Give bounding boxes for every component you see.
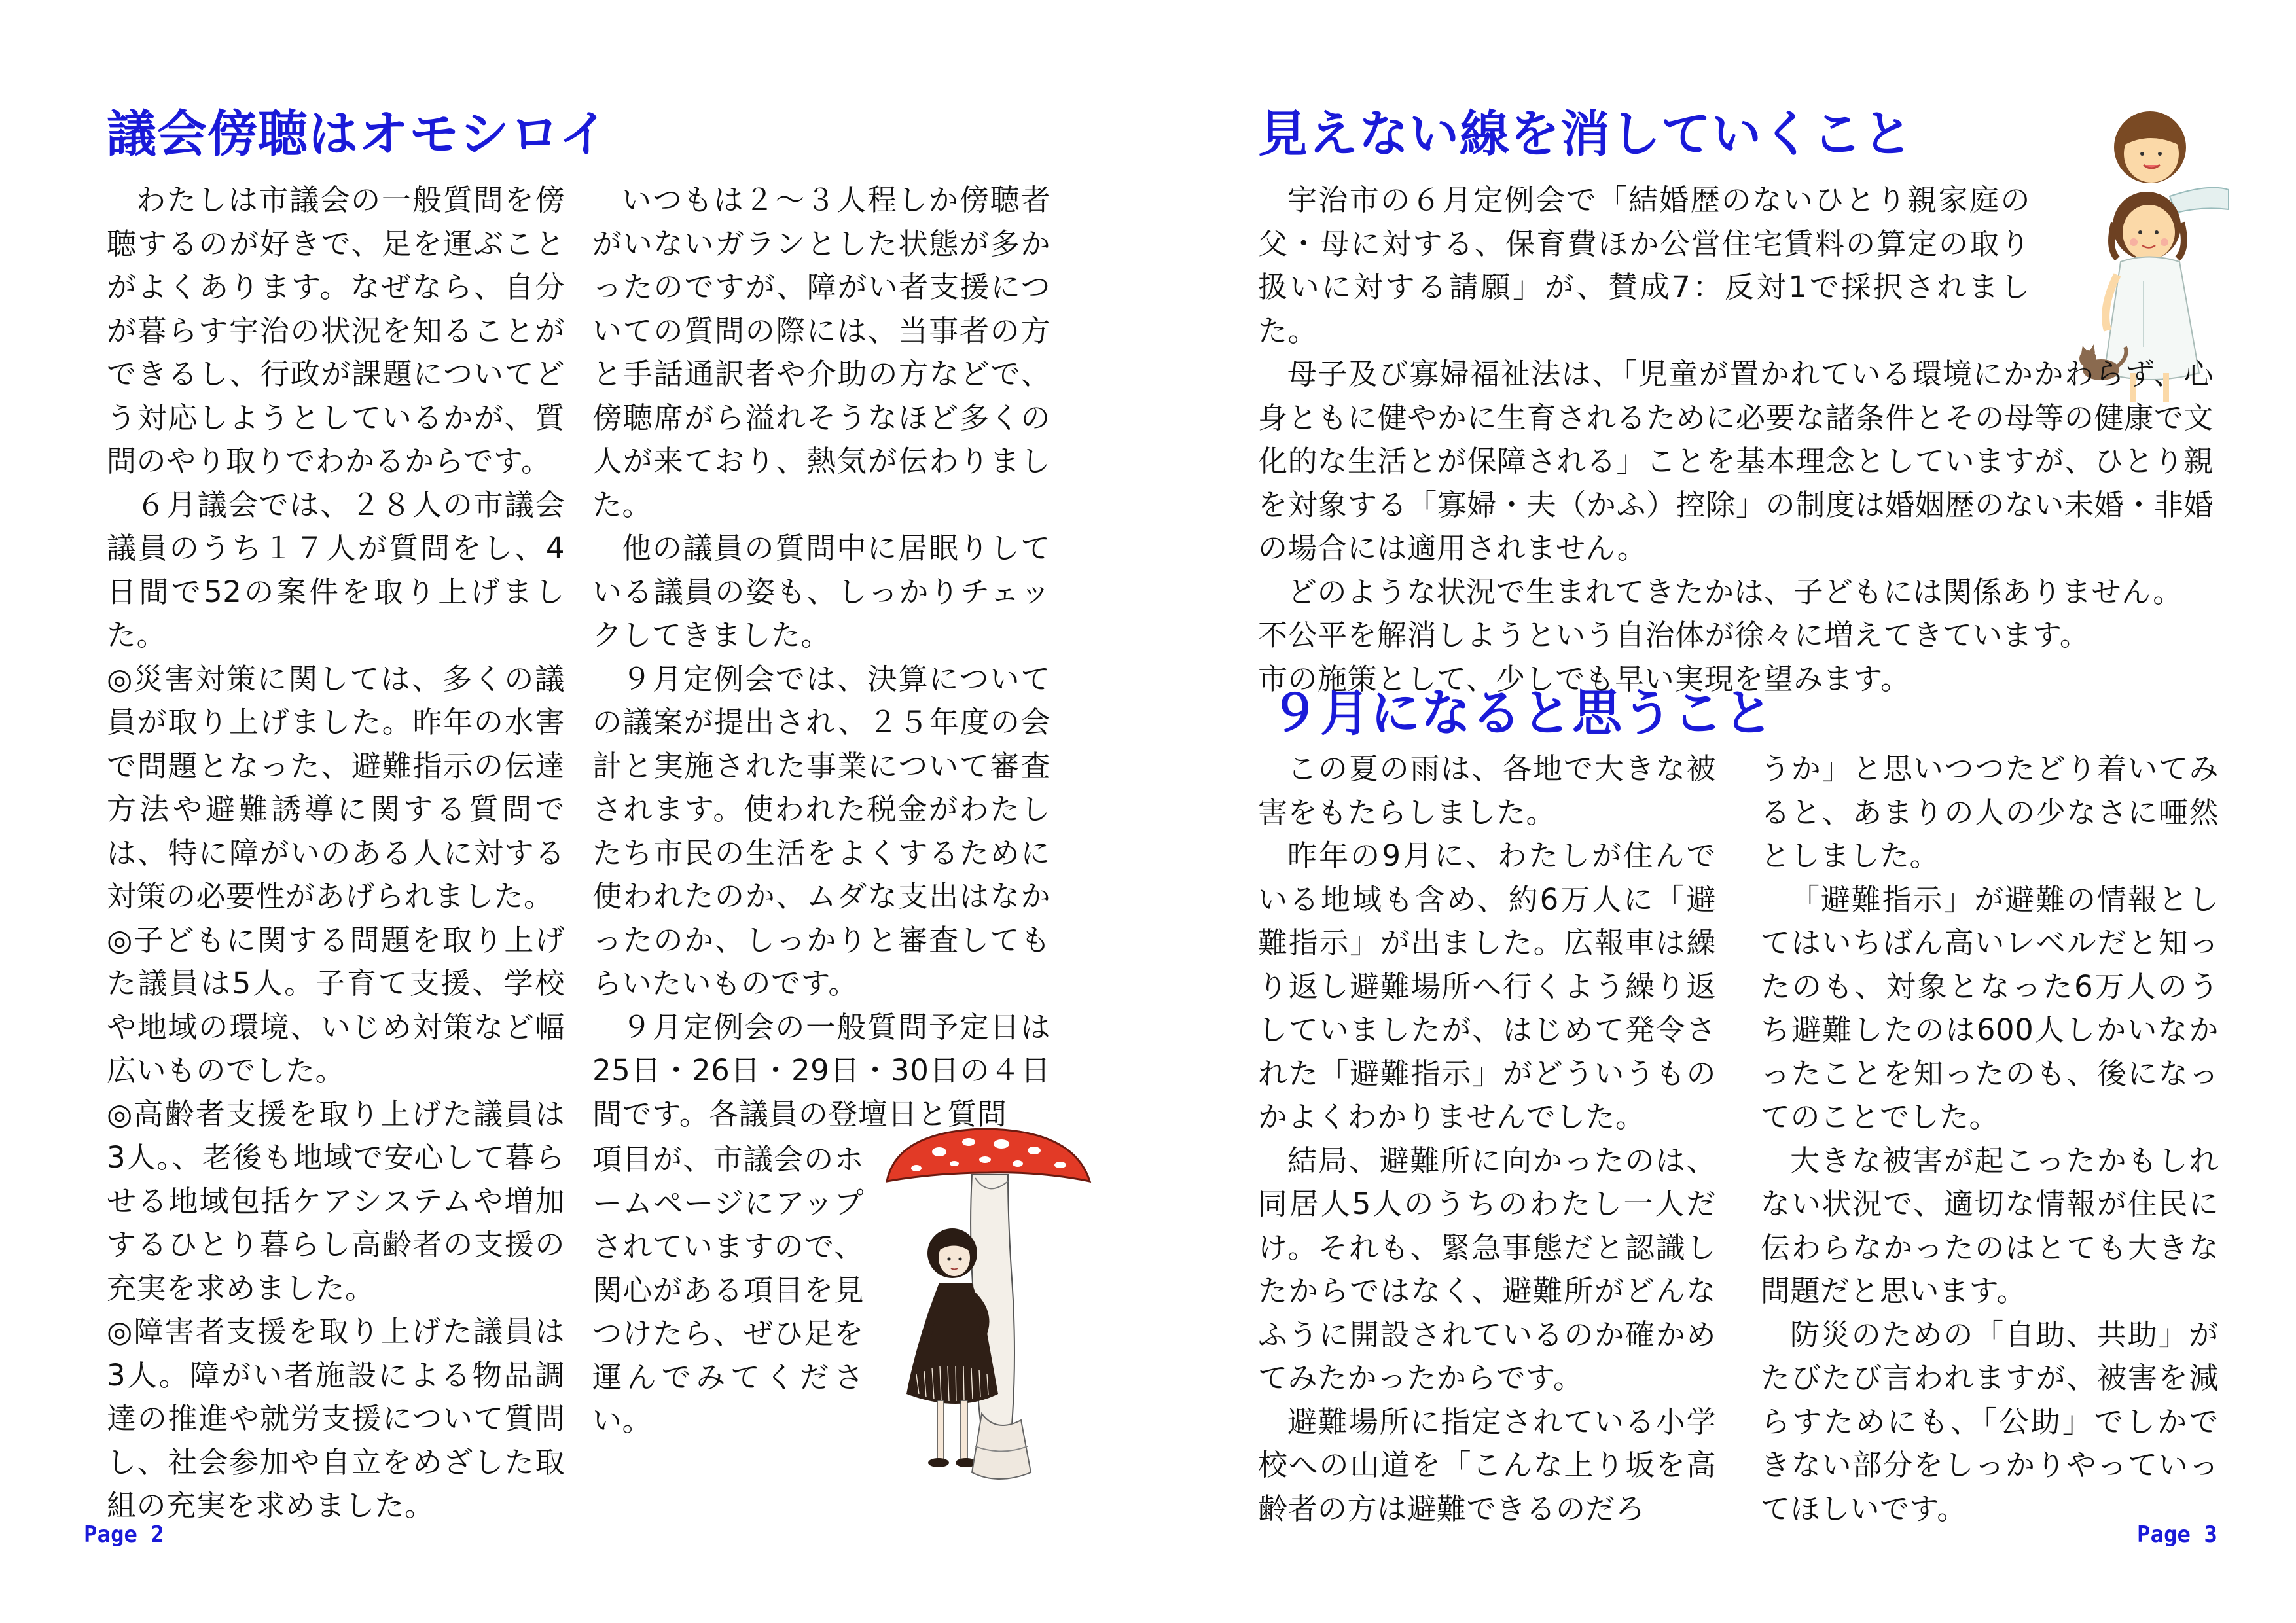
september-article-column-1 <box>1258 747 1716 1531</box>
article-title-september: ９月になると思うこと <box>1270 684 1774 742</box>
paragraph: ◎子どもに関する問題を取り上げた議員は5人。子育て支援、学校や地域の環境、いじめ対策など幅広いものでした。 <box>107 922 565 1088</box>
paragraph: 「避難指示」が避難の情報としてはいちばん高いレベルだと知ったのも、対象となった6万人のうち避難したのは600人しかいなかったことを知ったのも、後になってのことでした。 <box>1761 882 2219 1134</box>
paragraph: 項目が、市議会のホームページにアップされていますので、関心がある項目を見つけたら、ぜひ足を運んでみてください。 <box>592 1142 864 1438</box>
paragraph: 防災のための「自助、共助」がたびたび言われますが、被害を減らすためにも、「公助」でしかできない部分をしっかりやっていってほしいです。 <box>1761 1317 2219 1526</box>
mushroom-girl-illustration <box>877 1106 1100 1492</box>
paragraph: うか」と思いつつたどり着いてみると、あまりの人の少なさに唖然としました。 <box>1761 751 2219 873</box>
council-article-column-2-narrow <box>592 1138 864 1443</box>
page-number-left: Page 2 <box>84 1522 164 1548</box>
paragraph: この夏の雨は、各地で大きな被害をもたらしました。 <box>1258 751 1716 830</box>
paragraph: ◎高齢者支援を取り上げた議員は3人。、老後も地域で安心して暮らせる地域包括ケアシステムや増加するひとり暮らし高齢者の支援の充実を求めました。 <box>107 1096 565 1306</box>
paragraph: わたしは市議会の一般質問を傍聴するのが好きで、足を運ぶことがよくあります。なぜなら、自分が暮らす宇治の状況を知ることができるし、行政が課題についてどう対応しようとしているかが、質問のやり取りでわかるからです。 <box>107 183 565 478</box>
september-article-column-2 <box>1761 747 2219 1531</box>
paragraph: 避難場所に指定されている小学校への山道を「こんな上り坂を高齢者の方は避難できるのだろ <box>1258 1404 1716 1526</box>
paragraph: どのような状況で生まれてきたかは、子どもには関係ありません。 <box>1287 574 2183 609</box>
paragraph: 不公平を解消しようという自治体が徐々に増えてきています。 <box>1258 618 2090 652</box>
invisible-lines-article <box>1258 179 2214 701</box>
paragraph: ◎災害対策に関しては、多くの議員が取り上げました。昨年の水害で問題となった、避難指示の伝達方法や避難誘導に関する質問では、特に障がいのある人に対する対策の必要性があげられました。 <box>107 661 565 914</box>
paragraph: 昨年の9月に、わたしが住んでいる地域も含め、約6万人に「避難指示」が出ました。広報車は繰り返し避難場所へ行くよう繰り返していましたが、はじめて発令された「避難指示」がどういうものかよくわかりませんでした。 <box>1258 838 1716 1134</box>
council-article-column-2 <box>592 179 1050 1136</box>
page-number-right: Page 3 <box>2137 1522 2217 1548</box>
paragraph: ９月定例会の一般質問予定日は25日・26日・29日・30日の４日間です。各議員の登壇日と質問 <box>592 1009 1050 1132</box>
paragraph: 母子及び寡婦福祉法は、「児童が置かれている環境にかかわらず、心身ともに健やかに生育されるために必要な諸条件とその母等の健康で文化的な生活とが保障される」ことを基本理念としていますが、ひとり親を対象する「寡婦・夫（かふ）控除」の制度は婚姻歴のない未婚・非婚の場合には適用されません。 <box>1258 357 2214 565</box>
paragraph: ◎障害者支援を取り上げた議員は3人。障がい者施設による物品調達の推進や就労支援について質問し、社会参加や自立をめざした取組の充実を求めました。 <box>107 1314 565 1523</box>
paragraph: 結局、避難所に向かったのは、同居人5人のうちのわたし一人だけ。それも、緊急事態だと認識したからではなく、避難所がどんなふうに開設されているのか確かめてみたかったからです。 <box>1258 1143 1716 1395</box>
paragraph: 大きな被害が起こったかもしれない状況で、適切な情報が住民に伝わらなかったのはとても大きな問題だと思います。 <box>1761 1143 2219 1308</box>
paragraph: ６月議会では、２８人の市議会議員のうち１７人が質問をし、4日間で52の案件を取り上げました。 <box>107 487 565 652</box>
paragraph: いつもは２～３人程しか傍聴者がいないガランとした状態が多かったのですが、障がい者支援についての質問の際には、当事者の方と手話通訳者や介助の方などで、傍聴席がら溢れそうなほど多くの人が来ており、熱気が伝わりました。 <box>592 183 1050 522</box>
article-title-invisible-lines: 見えない線を消していくこと <box>1258 105 1913 163</box>
paragraph: ９月定例会では、決算についての議案が提出され、２５年度の会計と実施された事業について審査されます。使われた税金がわたしたち市民の生活をよくするために使われたのか、ムダな支出はなかったのか、しっかりと審査してもらいたいものです。 <box>592 661 1050 1001</box>
article-title-council: 議会傍聴はオモシロイ <box>107 105 609 163</box>
paragraph: 市の施策として、少しでも早い実現を望みます。 <box>1258 661 1910 696</box>
council-article-column-1 <box>107 179 565 1528</box>
paragraph: 他の議員の質問中に居眠りしている議員の姿も、しっかりチェックしてきました。 <box>592 531 1050 652</box>
paragraph: 宇治市の６月定例会で「結婚歴のないひとり親家庭の父・母に対する、保育費ほか公営住宅賃料の算定の取り扱いに対する請願」が、賛成7：反対1で採択されました。 <box>1258 183 2030 348</box>
